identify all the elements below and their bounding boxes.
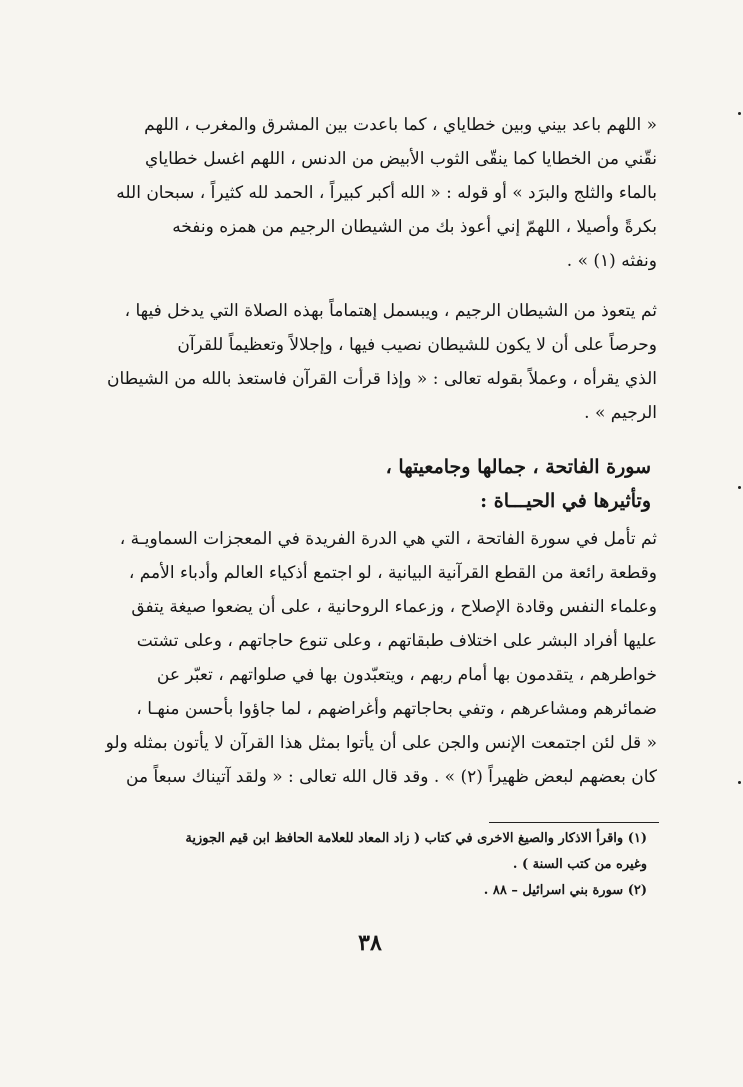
text-line: وقطعة رائعة من القطع القرآنية البيانية ، لو اجتمع أذكياء العالم وأدباء الأمم ،	[128, 563, 657, 583]
text-line: وعلماء النفس وقادة الإصلاح ، وزعماء الروحانية ، على أن يضعوا صيغة يتفق	[131, 597, 657, 617]
text-line: ثم تأمل في سورة الفاتحة ، التي هي الدرة الفريدة في المعجزات السماويـة ،	[119, 529, 657, 549]
text-line: كان بعضهم لبعض ظهيراً (٢) » . وقد قال الله تعالى : « ولقد آتيناك سبعاً من	[126, 767, 657, 787]
heading-line: سورة الفاتحة ، جمالها وجامعيتها ،	[385, 456, 651, 478]
section-heading	[251, 450, 651, 518]
text-line: بالماء والثلج والبرَد » أو قوله : « الله أكبر كبيراً ، الحمد لله كثيراً ، سبحان الله	[116, 183, 657, 203]
text-line: « قل لئن اجتمعت الإنس والجن على أن يأتوا بمثل هذا القرآن لا يأتون بمثله ولو	[105, 733, 657, 753]
text-line: الرجيم » .	[584, 403, 657, 423]
footnote-line: (٢) سورة بني اسرائيل – ٨٨ .	[483, 883, 647, 898]
footnotes	[87, 826, 647, 904]
footnote-line: (١) واقرأ الاذكار والصيغ الاخرى في كتاب ( زاد المعاد للعلامة الحافظ ابن قيم الجوزية	[185, 831, 647, 846]
text-line: عليها أفراد البشر على اختلاف طبقاتهم ، وعلى تنوع حاجاتهم ، وعلى تشتت	[136, 631, 657, 651]
text-line: « اللهم باعد بيني وبين خطاياي ، كما باعدت بين المشرق والمغرب ، اللهم	[144, 115, 657, 135]
footnote-line: وغيره من كتب السنة ) .	[512, 857, 647, 872]
paragraph-prayer	[77, 108, 657, 278]
text-line: ثم يتعوذ من الشيطان الرجيم ، ويبسمل إهتماماً بهذه الصلاة التي يدخل فيها ،	[124, 301, 657, 321]
page-number: ٣٨	[358, 930, 382, 956]
text-line: ضمائرهم ومشاعرهم ، وتفي بحاجاتهم وأغراضهم ، لما جاؤوا بأحسن منهـا ،	[136, 699, 657, 719]
margin-mark	[738, 486, 741, 489]
margin-mark	[738, 112, 741, 115]
paragraph-taawwudh	[77, 294, 657, 430]
heading-line: وتأثيرها في الحيـــاة :	[480, 490, 651, 512]
text-line: نقّني من الخطايا كما ينقّى الثوب الأبيض من الدنس ، اللهم اغسل خطاياي	[144, 149, 657, 169]
text-line: الذي يقرأه ، وعملاً بقوله تعالى : « وإذا قرأت القرآن فاستعذ بالله من الشيطان	[107, 369, 657, 389]
text-line: بكرةً وأصيلا ، اللهمّ إني أعوذ بك من الشيطان الرجيم من همزه ونفخه	[172, 217, 657, 237]
text-line: وحرصاً على أن لا يكون للشيطان نصيب فيها ، وإجلالاً وتعظيماً للقرآن	[177, 335, 657, 355]
text-line: ونفثه (١) » .	[566, 251, 657, 271]
text-line: خواطرهم ، يتقدمون بها أمام ربهم ، ويتعبّدون بها في صلواتهم ، تعبّر عن	[156, 665, 657, 685]
margin-mark	[738, 781, 741, 784]
footnote-divider	[489, 822, 659, 823]
paragraph-fatiha	[77, 522, 657, 794]
